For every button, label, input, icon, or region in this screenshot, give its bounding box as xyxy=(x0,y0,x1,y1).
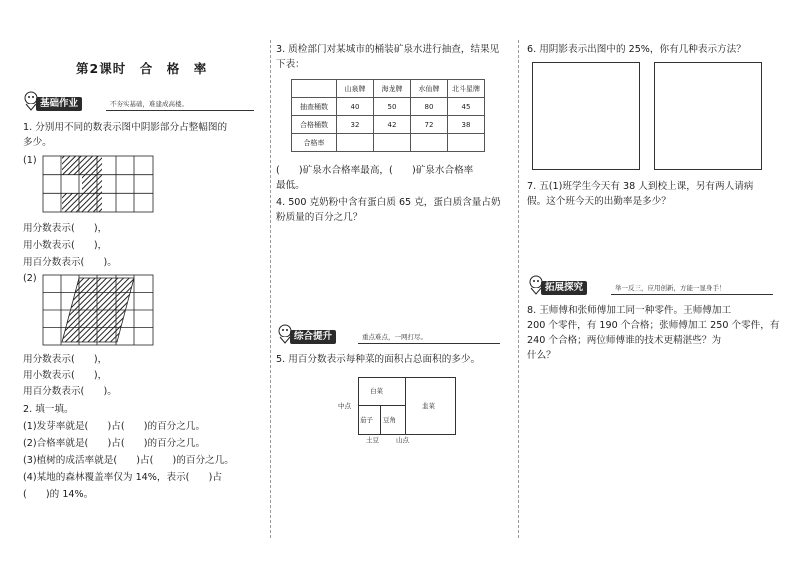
q3-stem-cont: 下表： xyxy=(276,59,305,70)
page-title: 第2课时 合 格 率 xyxy=(76,61,208,76)
q8-stem-line2: 200 个零件，有 190 个合格；张师傅加工 250 个零件，有 xyxy=(527,320,780,331)
q1-1-percent: 用百分数表示( )。 xyxy=(23,257,117,268)
q5-stem: 5. 用百分数表示每种菜的面积占总面积的多少。 xyxy=(276,354,481,365)
section-banner-extension xyxy=(527,281,773,295)
section-tagline: 不夯实基础，难建成高楼。 xyxy=(110,100,188,108)
vegetable-plot-diagram xyxy=(338,375,460,445)
label-jiucai: 韭菜 xyxy=(422,402,435,410)
shaded-grid-1 xyxy=(42,155,154,213)
q1-stem: 1. 分别用不同的数表示图中阴影部分占整幅图的 xyxy=(23,122,228,133)
shading-square-1 xyxy=(532,62,640,170)
q1-stem-cont: 多少。 xyxy=(23,137,52,148)
q8-stem-line3: 240 个合格；两位师傅谁的技术更精湛些？为 xyxy=(527,335,722,346)
q2-stem: 2. 填一填。 xyxy=(23,404,74,415)
q2-item-1: (1)发芽率就是( )占( )的百分之几。 xyxy=(23,421,206,432)
section-underline xyxy=(611,294,773,295)
q1-2-decimal: 用小数表示( )， xyxy=(23,370,108,381)
q3-answer-cont: 最低。 xyxy=(276,180,305,191)
shading-square-2 xyxy=(654,62,762,170)
section-underline xyxy=(106,110,254,111)
column-divider-left xyxy=(270,40,271,538)
q4-stem: 4. 500 克奶粉中含有蛋白质 65 克，蛋白质含量占奶 xyxy=(276,197,501,208)
q2-item-3: (3)植树的成活率就是( )占( )的百分之几。 xyxy=(23,455,234,466)
q7-stem: 7. 五(1)班学生今天有 38 人到校上课，另有两人请病 xyxy=(527,181,754,192)
label-doujiao: 豆角 xyxy=(383,416,396,424)
table-row: 合格率 xyxy=(292,134,485,152)
section-label: 基础作业 xyxy=(36,97,82,111)
q1-part1-label: (1) xyxy=(23,155,37,166)
section-underline xyxy=(358,343,500,344)
table-header-row: 山泉牌 海龙牌 水仙牌 北斗星牌 xyxy=(292,80,485,98)
label-baicai: 白菜 xyxy=(370,387,383,395)
q4-stem-cont: 粉质量的百分之几？ xyxy=(276,212,363,223)
q7-stem-cont: 假。这个班今天的出勤率是多少？ xyxy=(527,196,671,207)
section-banner-basic xyxy=(22,97,254,111)
q1-1-fraction: 用分数表示( )， xyxy=(23,223,108,234)
q3-stem: 3. 质检部门对某城市的桶装矿泉水进行抽查，结果见 xyxy=(276,44,500,55)
q2-item-2: (2)合格率就是( )占( )的百分之几。 xyxy=(23,438,206,449)
label-tudou: 土豆 xyxy=(366,436,379,444)
label-penzhong: 中点 xyxy=(338,402,351,410)
section-tagline: 重点难点，一网打尽。 xyxy=(362,333,427,341)
section-banner-comprehensive xyxy=(276,330,500,344)
q2-item-4-cont: ( )的 14%。 xyxy=(23,489,94,500)
inspection-table xyxy=(291,79,485,152)
q1-1-decimal: 用小数表示( )， xyxy=(23,240,108,251)
table-row: 抽查桶数 40 50 80 45 xyxy=(292,98,485,116)
section-label: 拓展探究 xyxy=(541,281,587,295)
q1-2-fraction: 用分数表示( )， xyxy=(23,354,108,365)
q6-stem: 6. 用阴影表示出图中的 25%，你有几种表示方法？ xyxy=(527,44,746,55)
label-shandian: 山点 xyxy=(396,436,409,444)
q2-item-4: (4)某地的森林覆盖率仅为 14%，表示( )占 xyxy=(23,472,222,483)
q1-part2-label: (2) xyxy=(23,273,37,284)
label-qiezi: 茄子 xyxy=(360,416,373,424)
section-tagline: 举一反三，应用创新，方能一显身手！ xyxy=(615,284,726,292)
section-label: 综合提升 xyxy=(290,330,336,344)
q8-stem-line4: 什么？ xyxy=(527,350,556,361)
q1-2-percent: 用百分数表示( )。 xyxy=(23,386,117,397)
shaded-grid-2 xyxy=(42,274,154,346)
column-divider-right xyxy=(518,40,519,538)
q3-answer: ( )矿泉水合格率最高，( )矿泉水合格率 xyxy=(276,165,474,176)
q8-stem: 8. 王师傅和张师傅加工同一种零件。王师傅加工 xyxy=(527,305,732,316)
table-row: 合格桶数 32 42 72 38 xyxy=(292,116,485,134)
